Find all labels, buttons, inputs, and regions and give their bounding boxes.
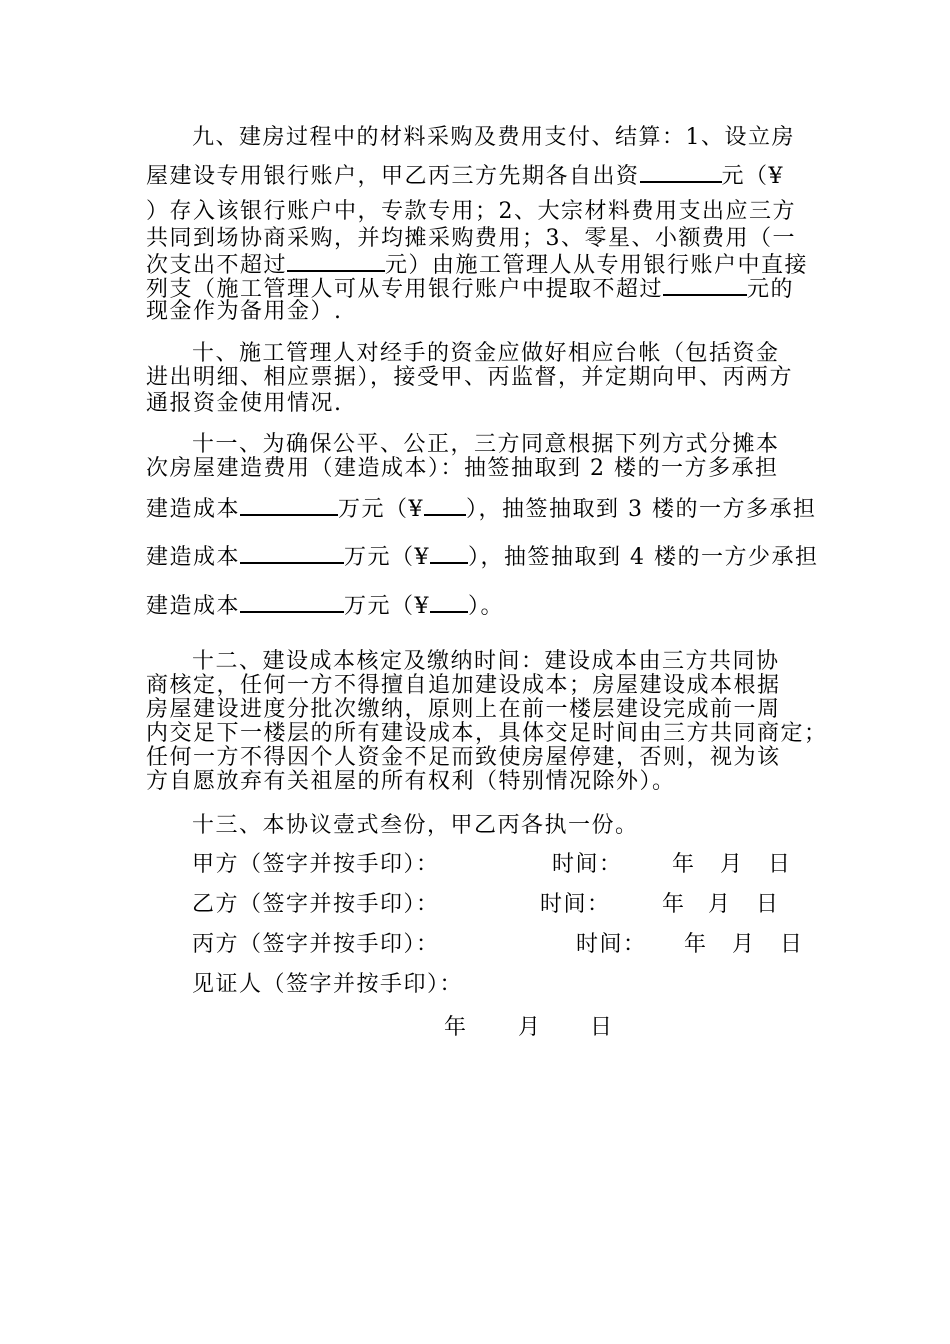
section-10-line-1: 十、施工管理人对经手的资金应做好相应台帐（包括资金 <box>192 341 780 366</box>
party-b-signature-label: 乙方（签字并按手印）： <box>192 892 440 917</box>
party-b-month: 月 <box>708 892 732 917</box>
section-9-line-2: 屋建设专用银行账户，甲乙丙三方先期各自出资 元（¥ <box>146 161 810 187</box>
party-c-day: 日 <box>780 932 804 957</box>
party-b-day: 日 <box>756 892 780 917</box>
blank-floor2-amount[interactable] <box>240 494 338 516</box>
party-b-time-label: 时间： <box>540 892 611 917</box>
section-10-line-2: 进出明细、相应票据），接受甲、丙监督，并定期向甲、丙两方 <box>146 365 794 390</box>
section-13-line-1: 十三、本协议壹式叁份，甲乙丙各执一份。 <box>192 813 639 838</box>
section-12-line-5: 任何一方不得因个人资金不足而致使房屋停建，否则，视为该 <box>146 745 781 770</box>
party-c-month: 月 <box>732 932 756 957</box>
party-a-day: 日 <box>768 852 792 877</box>
blank-floor3-amount[interactable] <box>240 542 344 564</box>
section-11-line-4: 建造成本 万元（¥ ），抽签抽取到 4 楼的一方少承担 <box>146 542 810 568</box>
section-9-line-7: 现金作为备用金）. <box>146 299 343 324</box>
witness-signature-label: 见证人（签字并按手印）： <box>192 972 464 997</box>
section-12-line-4: 内交足下一楼层的所有建设成本，具体交足时间由三方共同商定； <box>146 721 828 746</box>
section-12-line-6: 方自愿放弃有关祖屋的所有权利（特别情况除外）。 <box>146 769 676 794</box>
section-9-line-6: 列支（施工管理人可从专用银行账户中提取不超过 元的 <box>146 274 810 300</box>
section-9-line-5: 次支出不超过 元）由施工管理人从专用银行账户中直接 <box>146 250 810 276</box>
blank-single-expense-limit[interactable] <box>287 250 385 272</box>
section-9-line-4: 共同到场协商采购，并均摊采购费用；3、零星、小额费用（一 <box>146 226 796 251</box>
witness-day: 日 <box>590 1015 614 1040</box>
blank-floor3-yen[interactable] <box>430 542 468 564</box>
section-9-line-1: 九、建房过程中的材料采购及费用支付、结算：1、设立房 <box>192 125 795 150</box>
party-a-time-label: 时间： <box>552 852 623 877</box>
section-11-line-2: 次房屋建造费用（建造成本）：抽签抽取到 2 楼的一方多承担 <box>146 456 779 481</box>
blank-floor4-amount[interactable] <box>240 591 344 613</box>
blank-floor2-yen[interactable] <box>424 494 466 516</box>
section-11-line-1: 十一、为确保公平、公正，三方同意根据下列方式分摊本 <box>192 432 780 457</box>
section-11-line-3: 建造成本 万元（¥ ），抽签抽取到 3 楼的一方多承担 <box>146 494 810 520</box>
section-12-line-1: 十二、建设成本核定及缴纳时间：建设成本由三方共同协 <box>192 649 780 674</box>
blank-petty-cash-limit[interactable] <box>663 274 747 296</box>
party-a-signature-label: 甲方（签字并按手印）： <box>192 852 440 877</box>
blank-floor4-yen[interactable] <box>430 591 468 613</box>
section-11-line-5: 建造成本 万元（¥ ）。 <box>146 591 810 617</box>
party-c-year: 年 <box>684 932 708 957</box>
party-a-month: 月 <box>720 852 744 877</box>
witness-month: 月 <box>518 1015 542 1040</box>
party-c-signature-label: 丙方（签字并按手印）： <box>192 932 440 957</box>
section-10-line-3: 通报资金使用情况. <box>146 391 343 416</box>
witness-year: 年 <box>444 1015 468 1040</box>
party-a-year: 年 <box>672 852 696 877</box>
section-9-line-3: ）存入该银行账户中，专款专用；2、大宗材料费用支出应三方 <box>146 199 796 224</box>
section-12-line-3: 房屋建设进度分批次缴纳，原则上在前一楼层建设完成前一周 <box>146 697 781 722</box>
blank-deposit-amount[interactable] <box>640 161 722 183</box>
section-12-line-2: 商核定，任何一方不得擅自追加建设成本；房屋建设成本根据 <box>146 673 781 698</box>
party-b-year: 年 <box>662 892 686 917</box>
party-c-time-label: 时间： <box>576 932 647 957</box>
